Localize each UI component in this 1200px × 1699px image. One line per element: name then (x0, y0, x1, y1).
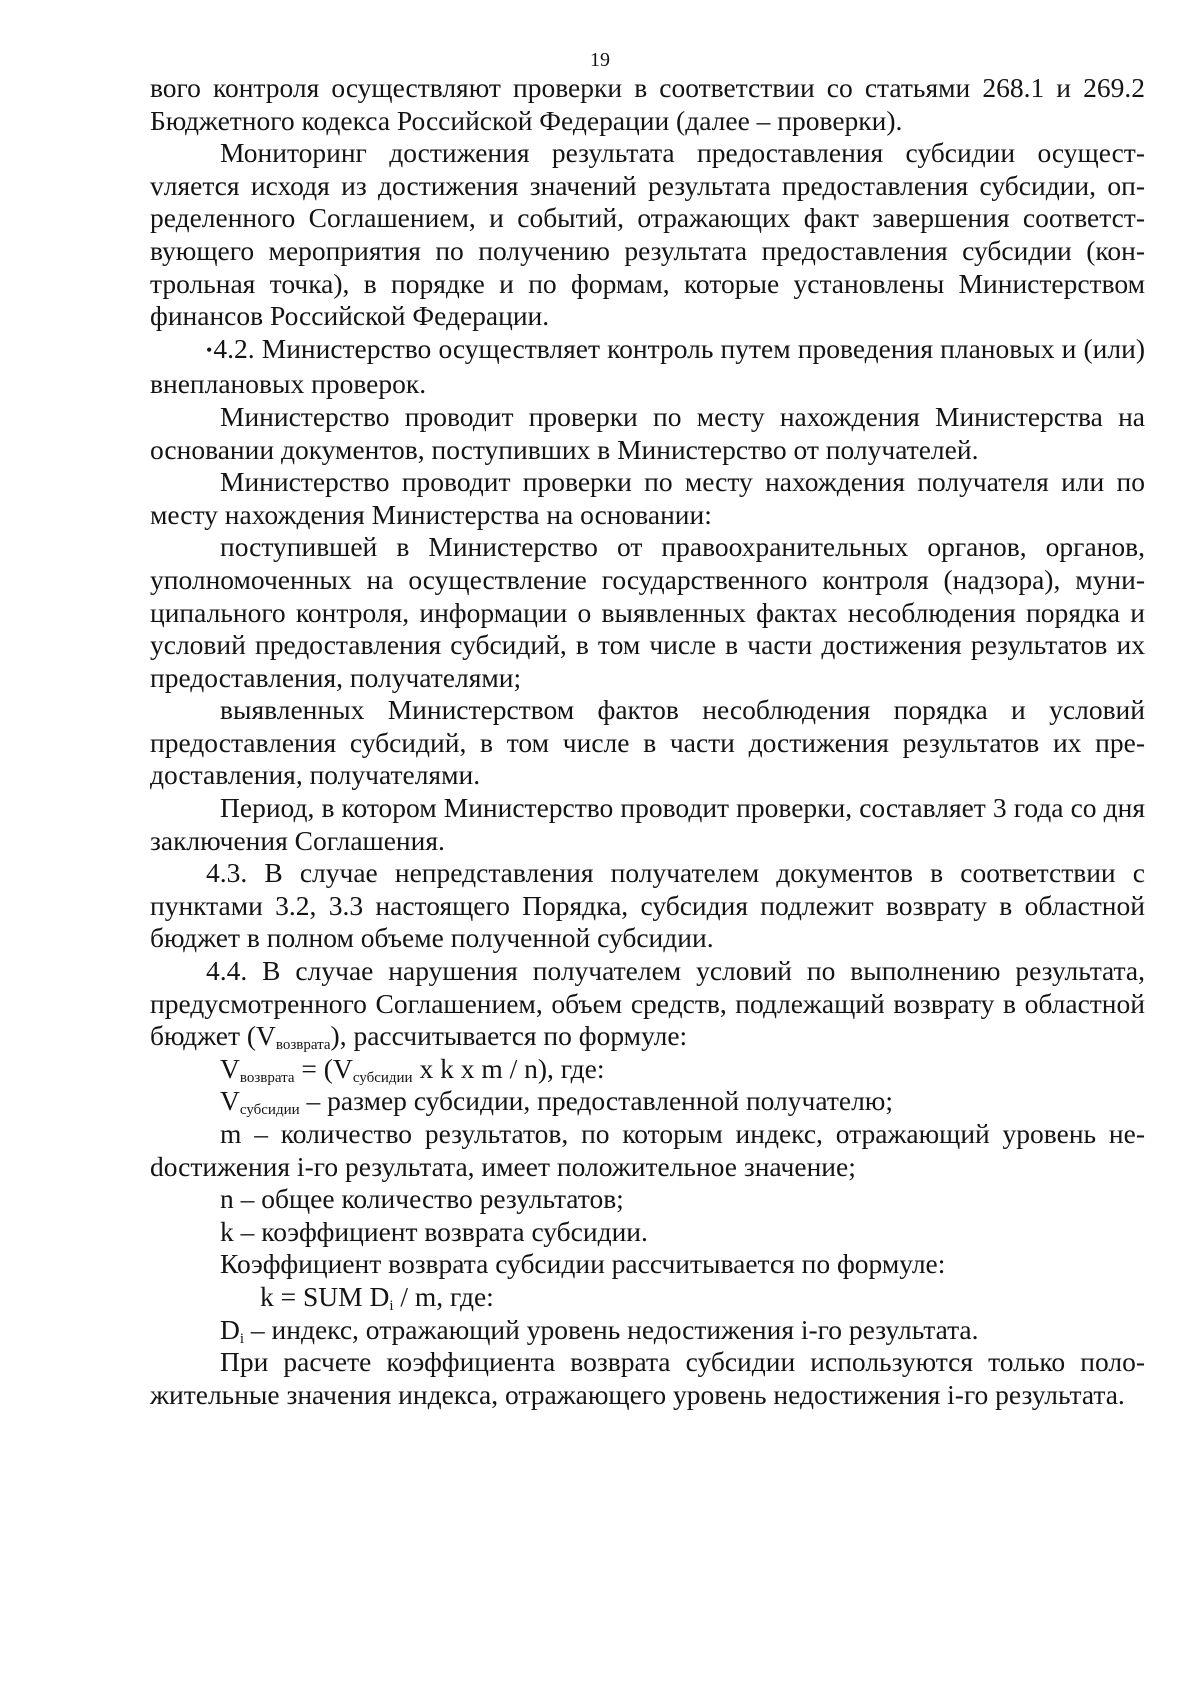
v-return-subscript: возврата (275, 1037, 331, 1054)
definition-k: k – коэффициент возврата субсидии. (220, 1215, 648, 1247)
def-v-text: – размер субсидии, предоставленной получателю; (299, 1085, 893, 1117)
definition-m: m – количество результатов, по которым индекс, отражающий уровень неdостижения i-го результата, имеет положительное значение; (150, 1118, 1145, 1182)
formula2-subscript: i (389, 1297, 394, 1314)
paragraph-identified-facts: выявленных Министерством фактов несоблюдения порядка и условий предоставления субсидий, в том числе в части достижения результатов их предоставления, получателями. (150, 694, 1145, 791)
formula1-rest: x k x m / n), где: (412, 1052, 605, 1084)
formula1-mid: = (V (294, 1052, 353, 1084)
coefficient-intro: Коэффициент возврата субсидии рассчитывается по формуле: (220, 1248, 946, 1280)
formula-coefficient (150, 1281, 1145, 1314)
formula2-lhs: k = SUM D (260, 1280, 390, 1312)
formula1-sub-return: возврата (239, 1069, 295, 1086)
paragraph-continuation: вого контроля осуществляют проверки в соответствии со статьями 268.1 и 269.2 Бюджетного кодекса Российской Федерации (далее – проверки). (150, 72, 1145, 136)
paragraph-4-4-tail: ), рассчитывается по формуле: (330, 1020, 688, 1052)
paragraph-positive-values: При расчете коэффициента возврата субсидии используются только положительные значения индекса, отражающего уровень недостижения i-го результата. (150, 1346, 1145, 1410)
document-body (150, 72, 1145, 1411)
paragraph-monitoring: Мониторинг достижения результата предоставления субсидии осущестvляется исходя из достижения значений результата предоставления субсидии, определенного Соглашением, и событий, отражающих факт завершения соответствующего мероприятия по получению результата предоставления субсидии (контрольная точка), в порядке и по формам, которые установлены Министерством финансов Российской Федерации. (150, 137, 1145, 332)
formula1-v: V (220, 1052, 240, 1084)
definition-n: n – общее количество результатов; (220, 1183, 624, 1215)
def-d-symbol: D (220, 1313, 240, 1345)
paragraph-check-ministry: Министерство проводит проверки по месту нахождения Министерства на основании документов, поступивших в Министерство от получателей. (150, 400, 1145, 465)
definition-v-subsidy (150, 1085, 1145, 1118)
paragraph-4-4-text: 4.4. В случае нарушения получателем условий по выполнению результата, предусмотренного Соглашением, объем средств, подлежащий возврату в областной бюджет (V (150, 955, 1145, 1052)
paragraph-4-2 (150, 333, 1145, 401)
paragraph-period: Период, в котором Министерство проводит проверки, составляет 3 года со дня заключения Соглашения. (150, 792, 1145, 856)
paragraph-4-3: 4.3. В случае непредставления получателем документов в соответствии с пунктами 3.2, 3.3 настоящего Порядка, субсидия подлежит возврату в областной бюджет в полном объеме полученной субсидии. (150, 857, 1145, 954)
page-number: 19 (590, 49, 610, 71)
def-d-subscript: i (239, 1330, 245, 1347)
paragraph-4-2-text: 4.2. Министерство осуществляет контроль путем проведения плановых и (или) внеплановых проверок. (150, 332, 1145, 400)
formula1-sub-subsidy: субсидии (352, 1069, 413, 1086)
paragraph-check-recipient: Министерство проводит проверки по месту нахождения получателя или по месту нахождения Министерства на основании: (150, 466, 1145, 530)
definition-d (150, 1314, 1145, 1347)
formula-return-volume (150, 1053, 1145, 1086)
def-v-subscript: субсидии (239, 1102, 300, 1119)
paragraph-4-4 (150, 955, 1145, 1053)
formula2-rest: / m, где: (393, 1280, 494, 1312)
scan-mark: • (206, 339, 213, 360)
paragraph-received-info: поступившей в Министерство от правоохранительных органов, органов, уполномоченных на осуществление государственного контроля (надзора), муниципального контроля, информации о выявленных фактах несоблюдения порядка и условий предоставления субсидий, в том числе в части достижения результатов их предоставления, получателями; (150, 531, 1145, 693)
def-d-text: – индекс, отражающий уровень недостижения i-го результата. (244, 1313, 979, 1345)
def-v-symbol: V (220, 1085, 240, 1117)
